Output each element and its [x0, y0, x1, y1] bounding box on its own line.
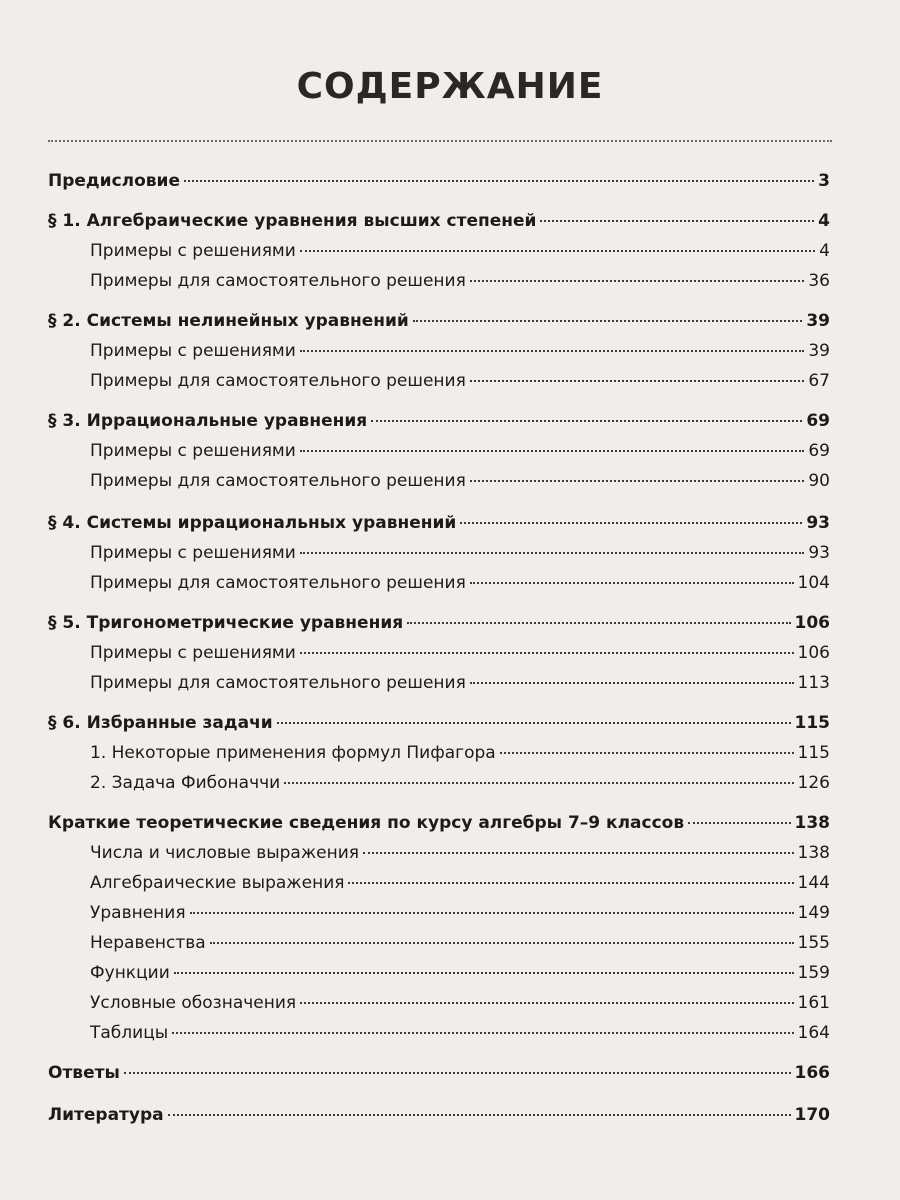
dot-leader: [300, 450, 805, 452]
toc-entry-page: 3: [818, 171, 830, 191]
toc-entry[interactable]: [90, 932, 830, 954]
toc-entry[interactable]: [48, 712, 830, 734]
toc-entry-title: § 5. Тригонометрические уравнения: [48, 613, 404, 633]
toc-entry-page: 104: [797, 573, 830, 593]
toc-entry-page: 4: [819, 241, 830, 261]
toc-entry[interactable]: [48, 410, 830, 432]
toc-entry-title: Примеры с решениями: [90, 643, 296, 663]
page-title: СОДЕРЖАНИЕ: [296, 66, 604, 107]
dot-leader: [210, 942, 794, 944]
dot-leader: [470, 582, 794, 584]
toc-entry-page: 164: [797, 1023, 830, 1043]
toc-entry-page: 115: [794, 713, 830, 733]
dot-leader: [124, 1072, 791, 1074]
toc-entry[interactable]: [90, 340, 830, 362]
dot-leader: [413, 320, 803, 322]
dot-leader: [300, 552, 805, 554]
toc-entry-title: Краткие теоретические сведения по курсу алгебры 7–9 классов: [48, 813, 685, 833]
toc-entry-page: 138: [794, 813, 830, 833]
dot-leader: [500, 752, 794, 754]
toc-entry-title: Примеры для самостоятельного решения: [90, 371, 466, 391]
toc-entry[interactable]: [90, 642, 830, 664]
toc-entry-page: 106: [797, 643, 830, 663]
toc-entry-page: 106: [794, 613, 830, 633]
dot-leader: [184, 180, 814, 182]
toc-entry[interactable]: [90, 742, 830, 764]
dot-leader: [363, 852, 794, 854]
toc-entry[interactable]: [90, 962, 830, 984]
dot-leader: [407, 622, 790, 624]
toc-entry-title: § 4. Системы иррациональных уравнений: [48, 513, 457, 533]
dot-leader: [470, 480, 805, 482]
dot-leader: [300, 350, 805, 352]
dot-leader: [540, 220, 814, 222]
dot-leader: [300, 652, 794, 654]
toc-entry[interactable]: [90, 370, 830, 392]
dot-leader: [277, 722, 791, 724]
toc-entry-page: 115: [797, 743, 830, 763]
toc-entry-page: 69: [808, 441, 830, 461]
toc-entry-title: 2. Задача Фибоначчи: [90, 773, 281, 793]
dot-leader: [300, 1002, 793, 1004]
toc-entry-page: 39: [808, 341, 830, 361]
toc-entry-page: 155: [797, 933, 830, 953]
toc-entry-title: Алгебраические выражения: [90, 873, 345, 893]
toc-entry-page: 36: [808, 271, 830, 291]
dot-leader: [470, 682, 794, 684]
toc-entry[interactable]: [48, 170, 830, 192]
toc-entry[interactable]: [90, 240, 830, 262]
dot-leader: [371, 420, 802, 422]
toc-entry-title: Примеры с решениями: [90, 241, 296, 261]
toc-entry[interactable]: [90, 902, 830, 924]
dot-leader: [172, 1032, 793, 1034]
dot-leader: [470, 380, 805, 382]
toc-entry[interactable]: [48, 310, 830, 332]
toc-entry[interactable]: [90, 440, 830, 462]
toc-entry-title: § 6. Избранные задачи: [48, 713, 273, 733]
toc-entry-page: 39: [806, 311, 830, 331]
toc-entry[interactable]: [48, 612, 830, 634]
toc-entry-page: 161: [797, 993, 830, 1013]
toc-entry-page: 93: [806, 513, 830, 533]
toc-entry-page: 144: [797, 873, 830, 893]
toc-entry[interactable]: [48, 210, 830, 232]
toc-entry-title: Литература: [48, 1105, 164, 1125]
dot-leader: [348, 882, 793, 884]
dot-leader: [168, 1114, 791, 1116]
toc-entry-page: 170: [794, 1105, 830, 1125]
toc-entry-title: Функции: [90, 963, 170, 983]
toc-entry[interactable]: [90, 542, 830, 564]
toc-entry-page: 126: [797, 773, 830, 793]
toc-entry-page: 67: [808, 371, 830, 391]
dot-leader: [470, 280, 805, 282]
toc-entry-title: Примеры для самостоятельного решения: [90, 471, 466, 491]
toc-entry-page: 113: [797, 673, 830, 693]
toc-entry-title: Условные обозначения: [90, 993, 297, 1013]
toc-entry[interactable]: [90, 842, 830, 864]
toc-entry-title: Неравенства: [90, 933, 206, 953]
toc-entry-title: Примеры с решениями: [90, 341, 296, 361]
toc-entry-title: Примеры с решениями: [90, 441, 296, 461]
toc-entry[interactable]: [90, 270, 830, 292]
toc-entry-title: § 1. Алгебраические уравнения высших степеней: [48, 211, 537, 231]
toc-entry-page: 4: [818, 211, 830, 231]
toc-entry[interactable]: [48, 1104, 830, 1126]
dot-leader: [460, 522, 802, 524]
toc-entry-title: Ответы: [48, 1063, 120, 1083]
dot-leader: [688, 822, 790, 824]
toc-entry[interactable]: [48, 1062, 830, 1084]
toc-entry-title: Уравнения: [90, 903, 186, 923]
toc-entry-page: 90: [808, 471, 830, 491]
toc-entry-title: Предисловие: [48, 171, 180, 191]
dot-leader: [174, 972, 794, 974]
toc-entry[interactable]: [90, 872, 830, 894]
toc-entry[interactable]: [90, 772, 830, 794]
toc-entry-title: Примеры для самостоятельного решения: [90, 673, 466, 693]
toc-entry[interactable]: [90, 572, 830, 594]
toc-entry-page: 93: [808, 543, 830, 563]
toc-entry-title: Таблицы: [90, 1023, 169, 1043]
toc-entry-page: 149: [797, 903, 830, 923]
dot-leader: [190, 912, 794, 914]
toc-entry-title: Числа и числовые выражения: [90, 843, 360, 863]
toc-entry[interactable]: [90, 992, 830, 1014]
toc-entry-page: 166: [794, 1063, 830, 1083]
toc-entry-title: Примеры для самостоятельного решения: [90, 573, 466, 593]
dot-leader: [300, 250, 815, 252]
toc-entry[interactable]: [90, 672, 830, 694]
toc-entry[interactable]: [48, 812, 830, 834]
toc-entry-title: § 3. Иррациональные уравнения: [48, 411, 368, 431]
toc-entry-title: 1. Некоторые применения формул Пифагора: [90, 743, 496, 763]
toc-entry[interactable]: [90, 1022, 830, 1044]
toc-entry-title: Примеры для самостоятельного решения: [90, 271, 466, 291]
dot-leader: [284, 782, 793, 784]
toc-entry[interactable]: [48, 512, 830, 534]
toc-entry-page: 69: [806, 411, 830, 431]
toc-entry-page: 138: [797, 843, 830, 863]
toc-entry-page: 159: [797, 963, 830, 983]
toc-entry-title: Примеры с решениями: [90, 543, 296, 563]
toc-entry-title: § 2. Системы нелинейных уравнений: [48, 311, 409, 331]
toc-entry[interactable]: [90, 470, 830, 492]
